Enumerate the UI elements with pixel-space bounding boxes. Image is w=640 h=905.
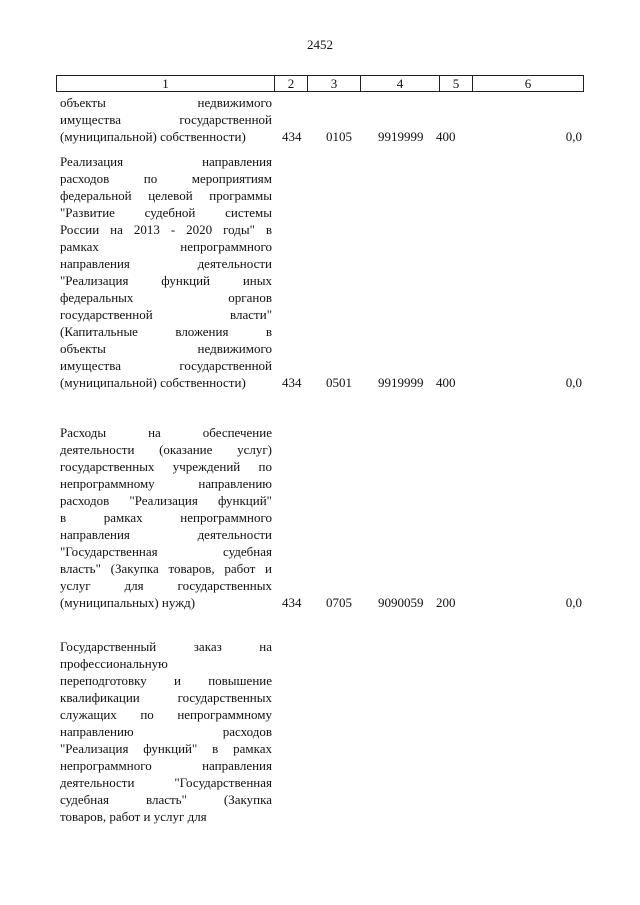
description-line: Реализация направления [60,154,272,169]
description-line: расходов по мероприятиям [60,171,272,186]
target-article: 9919999 [378,129,424,144]
description-line: рамках непрограммного [60,239,272,254]
description-line: (муниципальных) нужд) [60,595,196,610]
description-line: власть" (Закупка товаров, работ и [60,561,272,576]
description-line: Государственный заказ на [60,639,272,654]
table-row [60,638,582,825]
table-row [60,94,582,145]
description-line: России на 2013 - 2020 годы" в [60,222,272,237]
description-line: государственных учреждений по [60,459,272,474]
description-line: услуг для государственных [60,578,272,593]
expense-type: 200 [436,595,456,610]
description-line: "Реализация функций" в рамках [60,741,272,756]
description-line: расходов "Реализация функций" [60,493,272,508]
expense-type: 400 [436,129,456,144]
row-description [60,424,272,611]
description-line: служащих по непрограммному [60,707,272,722]
description-line: деятельности (оказание услуг) [60,442,272,457]
description-line: направлению расходов [60,724,272,739]
amount: 0,0 [565,595,582,610]
description-line: профессиональную [60,656,168,671]
page-number: 2452 [307,37,333,52]
header-col-6: 6 [524,76,532,91]
description-line: (муниципальной) собственности) [60,129,246,144]
row-description [60,94,272,145]
description-line: "Государственная судебная [60,544,272,559]
description-line: Расходы на обеспечение [60,425,272,440]
amount: 0,0 [565,129,582,144]
description-line: (муниципальной) собственности) [60,375,246,390]
description-line: (Капитальные вложения в [60,324,272,339]
description-line: объекты недвижимого [60,95,272,110]
table-row [60,424,582,611]
description-line: непрограммному направлению [60,476,272,491]
row-description [60,638,272,825]
description-line: объекты недвижимого [60,341,272,356]
header-col-3: 3 [308,76,361,91]
header-col-4: 4 [361,76,440,91]
description-line: переподготовку и повышение [60,673,272,688]
target-article: 9090059 [378,595,424,610]
code-col-2: 434 [282,595,302,610]
description-line: направления деятельности [60,256,272,271]
description-line: судебная власть" (Закупка [60,792,272,807]
description-line: "Развитие судебной системы [60,205,272,220]
description-line: квалификации государственных [60,690,272,705]
description-line: федеральных органов [60,290,272,305]
expense-type: 400 [436,375,456,390]
code-col-2: 434 [282,129,302,144]
table-row [60,153,582,391]
table-header-row [56,75,584,92]
description-line: деятельности "Государственная [60,775,272,790]
amount: 0,0 [565,375,582,390]
description-line: государственной власти" [60,307,272,322]
description-line: имущества государственной [60,112,272,127]
header-col-2: 2 [275,76,308,91]
row-description [60,153,272,391]
target-article: 9919999 [378,375,424,390]
header-col-5: 5 [440,76,473,91]
description-line: непрограммного направления [60,758,272,773]
description-line: "Реализация функций иных [60,273,272,288]
description-line: направления деятельности [60,527,272,542]
description-line: имущества государственной [60,358,272,373]
section-code: 0705 [326,595,352,610]
description-line: товаров, работ и услуг для [60,809,207,824]
header-col-1: 1 [57,76,275,91]
description-line: федеральной целевой программы [60,188,272,203]
section-code: 0105 [326,129,352,144]
section-code: 0501 [326,375,352,390]
description-line: в рамках непрограммного [60,510,272,525]
code-col-2: 434 [282,375,302,390]
